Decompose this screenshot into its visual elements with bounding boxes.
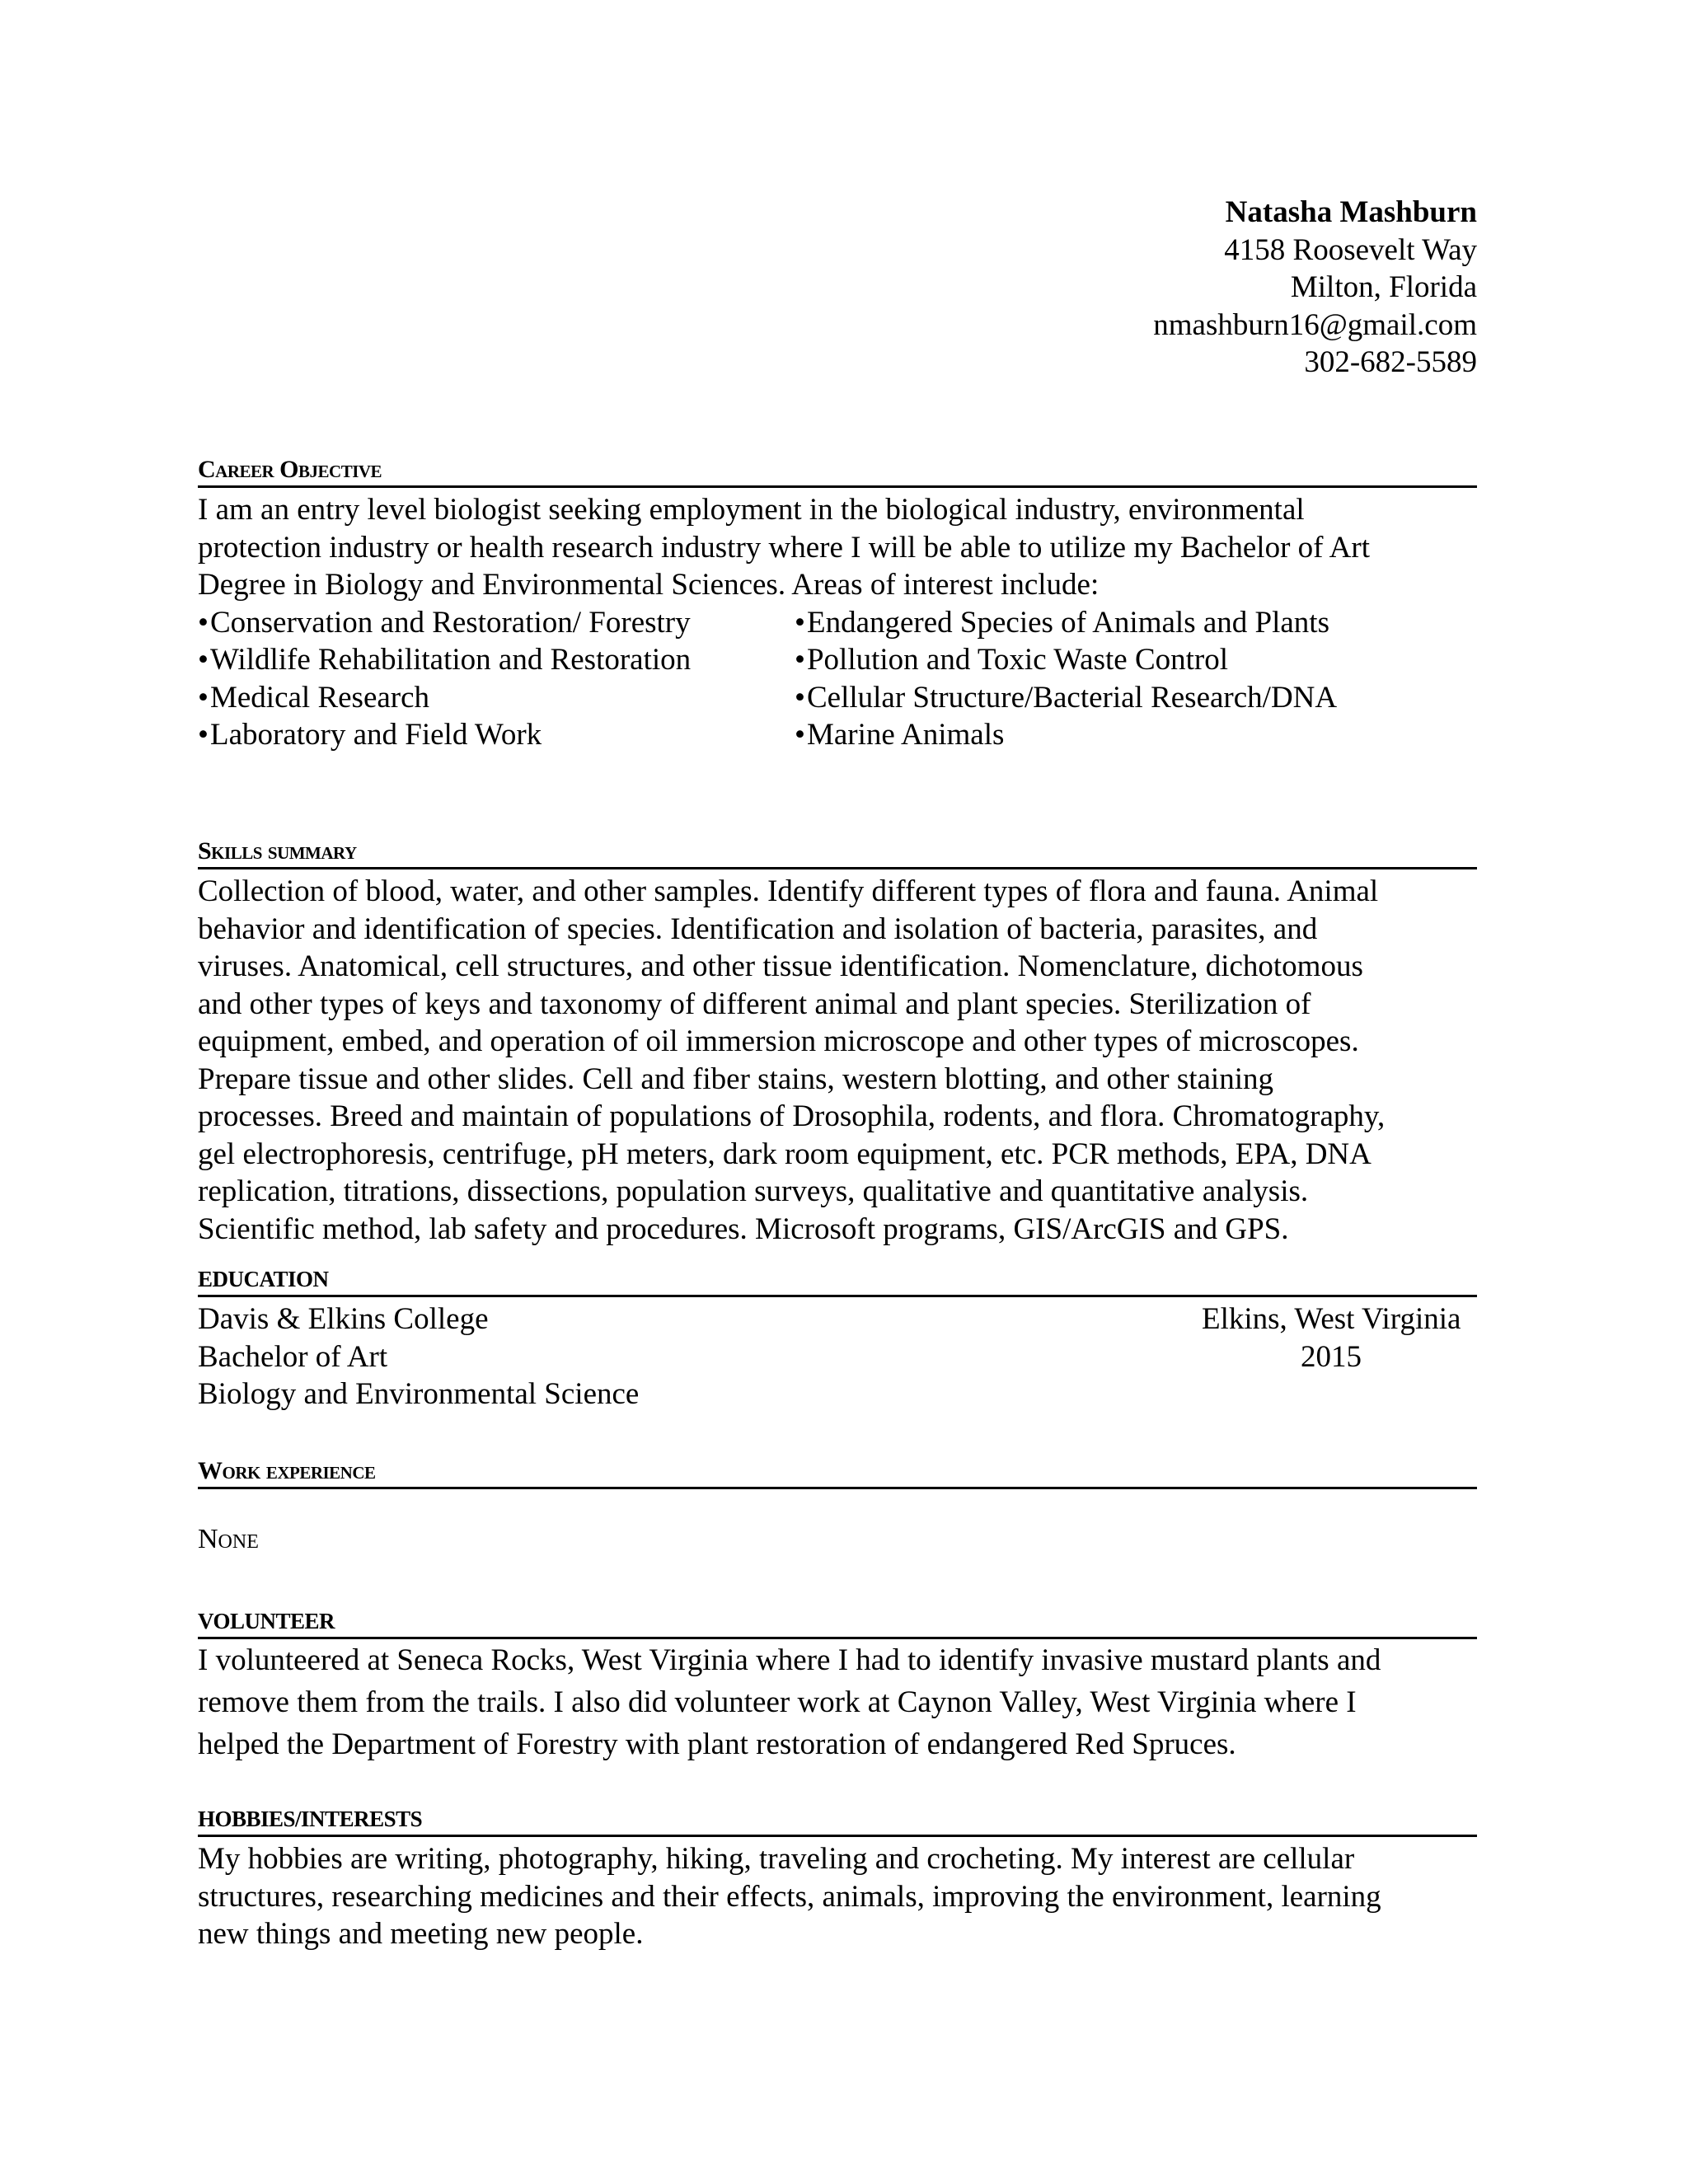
interest-item: • Medical Research — [198, 679, 795, 717]
interest-list — [198, 604, 1477, 754]
skills-line: Collection of blood, water, and other samples. Identify different types of flora and fauna. Animal — [198, 874, 1379, 908]
interest-item: • Conservation and Restoration/ Forestry — [198, 604, 795, 642]
skills-line: replication, titrations, dissections, population surveys, qualitative and quantitative analysis. — [198, 1174, 1309, 1208]
skills-heading: Skills summary — [198, 837, 1477, 869]
work-value: None — [198, 1524, 259, 1554]
education-row — [198, 1338, 1477, 1376]
skills-text — [198, 873, 1477, 1248]
skills-line: and other types of keys and taxonomy of different animal and plant species. Sterilization of — [198, 987, 1311, 1021]
volunteer-section — [198, 1607, 1477, 1765]
graduation-year: 2015 — [1301, 1339, 1362, 1374]
interest-item: • Wildlife Rehabilitation and Restoration — [198, 641, 795, 679]
career-objective-section — [198, 456, 1477, 754]
school-location: Elkins, West Virginia — [1202, 1302, 1461, 1336]
interest-item: • Marine Animals — [795, 716, 1477, 754]
education-row — [198, 1376, 1477, 1413]
volunteer-text — [198, 1639, 1477, 1765]
hobbies-line: structures, researching medicines and their effects, animals, improving the environment, learning — [198, 1879, 1381, 1914]
volunteer-line: remove them from the trails. I also did volunteer work at Caynon Valley, West Virginia where I — [198, 1685, 1357, 1719]
career-objective-text — [198, 491, 1477, 604]
skills-line: processes. Breed and maintain of populations of Drosophila, rodents, and flora. Chromatography, — [198, 1099, 1386, 1133]
interest-item: • Laboratory and Field Work — [198, 716, 795, 754]
hobbies-heading: HOBBIES/INTERESTS — [198, 1805, 1477, 1837]
career-objective-heading: Career Objective — [198, 456, 1477, 488]
work-heading: Work experience — [198, 1457, 1477, 1489]
skills-line: viruses. Anatomical, cell structures, and other tissue identification. Nomenclature, dichotomous — [198, 949, 1363, 983]
interest-item: • Cellular Structure/Bacterial Research/DNA — [795, 679, 1477, 717]
city-line: Milton, Florida — [1290, 270, 1477, 304]
education-heading: EDUCATION — [198, 1265, 1477, 1297]
objective-line: Degree in Biology and Environmental Sciences. Areas of interest include: — [198, 568, 1100, 602]
hobbies-text — [198, 1840, 1477, 1953]
interest-item: • Pollution and Toxic Waste Control — [795, 641, 1477, 679]
skills-line: equipment, embed, and operation of oil immersion microscope and other types of microscopes. — [198, 1024, 1359, 1058]
hobbies-section — [198, 1805, 1477, 1953]
phone-line: 302-682-5589 — [1304, 345, 1477, 379]
skills-section — [198, 837, 1477, 1248]
degree-name: Bachelor of Art — [198, 1339, 388, 1374]
education-row — [198, 1301, 1477, 1338]
volunteer-line: helped the Department of Forestry with plant restoration of endangered Red Spruces. — [198, 1727, 1236, 1761]
volunteer-heading: VOLUNTEER — [198, 1607, 1477, 1639]
applicant-name: Natasha Mashburn — [1225, 195, 1477, 229]
skills-line: behavior and identification of species. Identification and isolation of bacteria, parasites, and — [198, 912, 1318, 946]
hobbies-line: My hobbies are writing, photography, hiking, traveling and crocheting. My interest are cellular — [198, 1842, 1355, 1876]
address-line: 4158 Roosevelt Way — [1224, 232, 1477, 267]
contact-block — [1153, 194, 1477, 382]
skills-line: gel electrophoresis, centrifuge, pH meters, dark room equipment, etc. PCR methods, EPA, DNA — [198, 1137, 1372, 1171]
skills-line: Prepare tissue and other slides. Cell and fiber stains, western blotting, and other staining — [198, 1062, 1273, 1096]
skills-line: Scientific method, lab safety and procedures. Microsoft programs, GIS/ArcGIS and GPS. — [198, 1212, 1289, 1246]
work-section — [198, 1457, 1477, 1555]
hobbies-line: new things and meeting new people. — [198, 1917, 644, 1951]
interest-item: • Endangered Species of Animals and Plants — [795, 604, 1477, 642]
email-line: nmashburn16@gmail.com — [1153, 307, 1477, 342]
volunteer-line: I volunteered at Seneca Rocks, West Virginia where I had to identify invasive mustard plants and — [198, 1643, 1381, 1677]
objective-line: I am an entry level biologist seeking employment in the biological industry, environmental — [198, 493, 1305, 527]
education-details — [198, 1301, 1477, 1413]
school-name: Davis & Elkins College — [198, 1302, 489, 1336]
major-name: Biology and Environmental Science — [198, 1377, 640, 1411]
education-section — [198, 1265, 1477, 1413]
objective-line: protection industry or health research industry where I will be able to utilize my Bachelor of Art — [198, 530, 1371, 565]
